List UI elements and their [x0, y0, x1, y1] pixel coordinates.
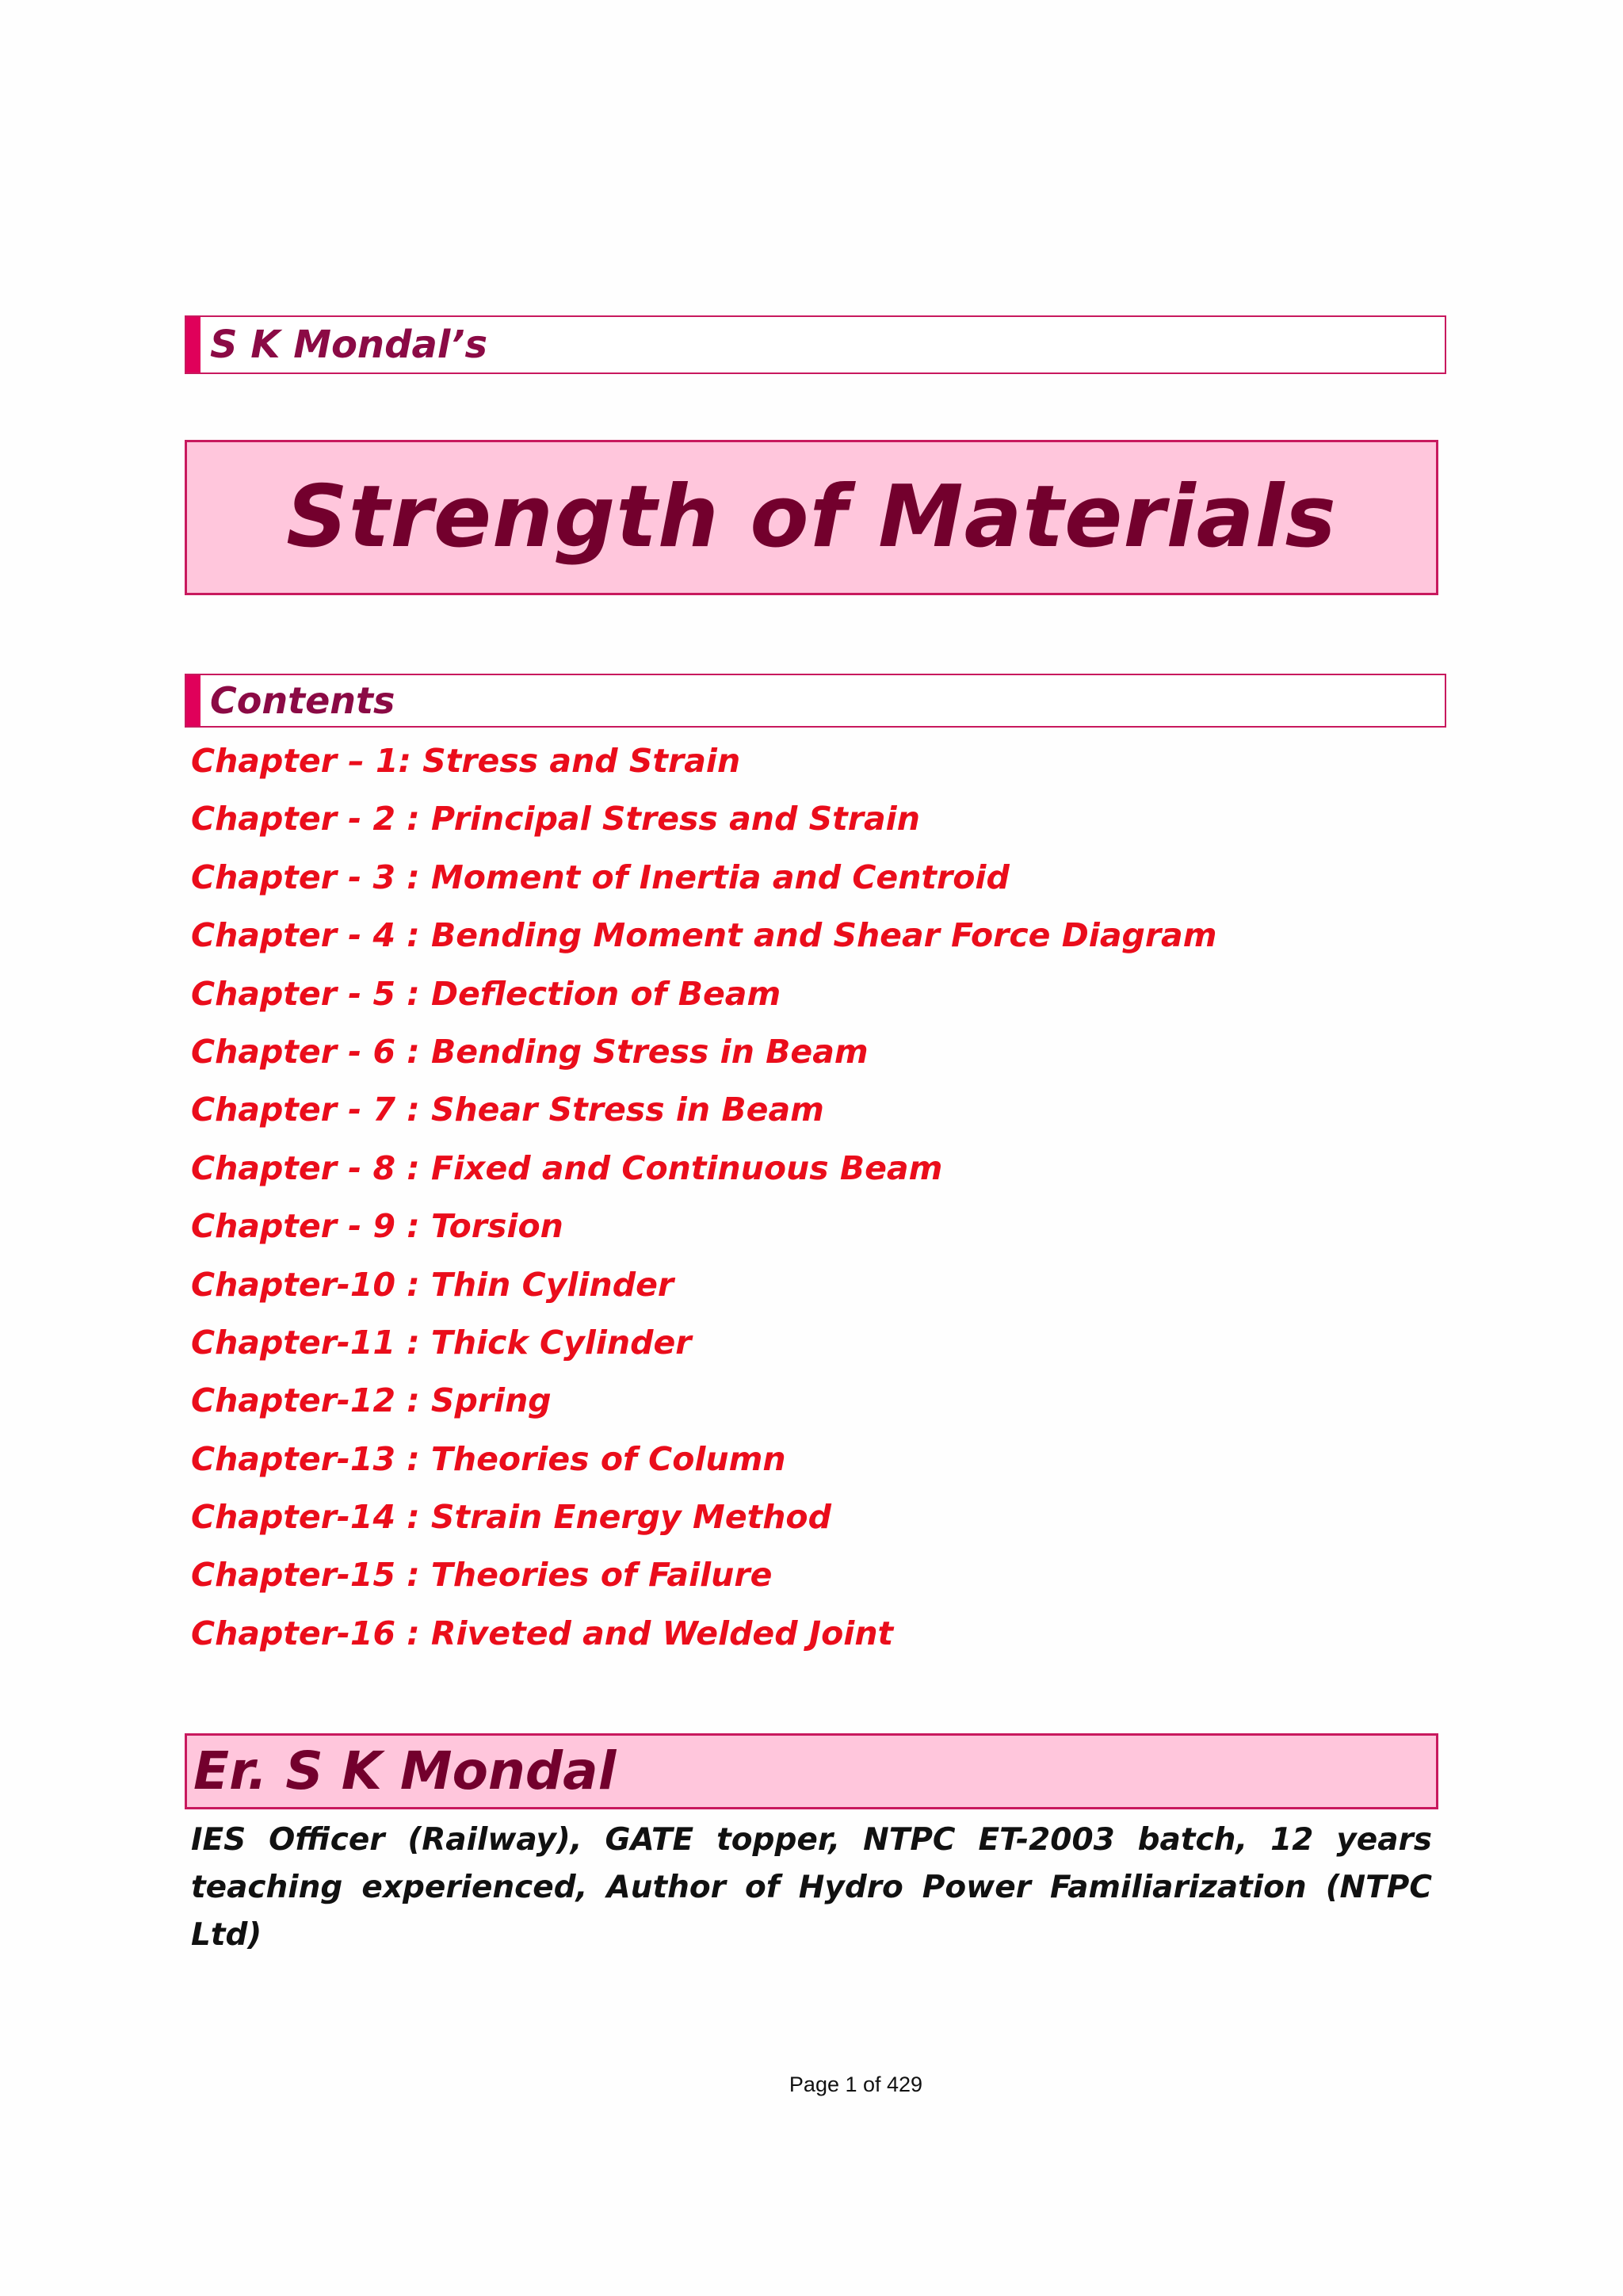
chapter-item: Chapter-11 : Thick Cylinder — [191, 1323, 692, 1362]
header-accent-bar — [186, 317, 200, 372]
chapter-item: Chapter-16 : Riveted and Welded Joint — [191, 1614, 894, 1652]
chapter-item: Chapter - 7 : Shear Stress in Beam — [191, 1091, 824, 1129]
author-bio: IES Officer (Railway), GATE topper, NTPC ET-2003 batch, 12 years teaching experienced, Author of Hydro Power Familiarization (NTPC Ltd) — [191, 1822, 1432, 1953]
chapter-item: Chapter - 9 : Torsion — [191, 1207, 563, 1246]
contents-heading: Contents — [210, 679, 395, 722]
author-header-box — [185, 315, 1446, 374]
chapter-item: Chapter-10 : Thin Cylinder — [191, 1265, 674, 1304]
chapter-item: Chapter - 5 : Deflection of Beam — [191, 974, 781, 1013]
contents-accent-bar — [186, 675, 200, 726]
page-number: Page 1 of 429 — [789, 2073, 923, 2096]
chapter-item: Chapter-14 : Strain Energy Method — [191, 1498, 831, 1537]
document-title: Strength of Materials — [286, 468, 1337, 567]
chapter-item: Chapter - 6 : Bending Stress in Beam — [191, 1032, 869, 1071]
author-header-label: S K Mondal’s — [210, 323, 488, 367]
contents-heading-box — [185, 674, 1446, 728]
chapter-list — [191, 737, 1427, 1668]
author-name-box — [185, 1733, 1438, 1809]
chapter-item: Chapter-12 : Spring — [191, 1381, 552, 1420]
chapter-item: Chapter-15 : Theories of Failure — [191, 1556, 773, 1595]
chapter-item: Chapter – 1: Stress and Strain — [191, 742, 741, 780]
chapter-item: Chapter - 3 : Moment of Inertia and Centroid — [191, 858, 1010, 896]
title-box — [185, 440, 1438, 595]
chapter-item: Chapter-13 : Theories of Column — [191, 1439, 786, 1478]
author-name: Er. S K Mondal — [193, 1740, 617, 1801]
chapter-item: Chapter - 2 : Principal Stress and Strain — [191, 800, 920, 839]
chapter-item: Chapter - 8 : Fixed and Continuous Beam — [191, 1148, 943, 1187]
chapter-item: Chapter - 4 : Bending Moment and Shear Force Diagram — [191, 916, 1217, 955]
